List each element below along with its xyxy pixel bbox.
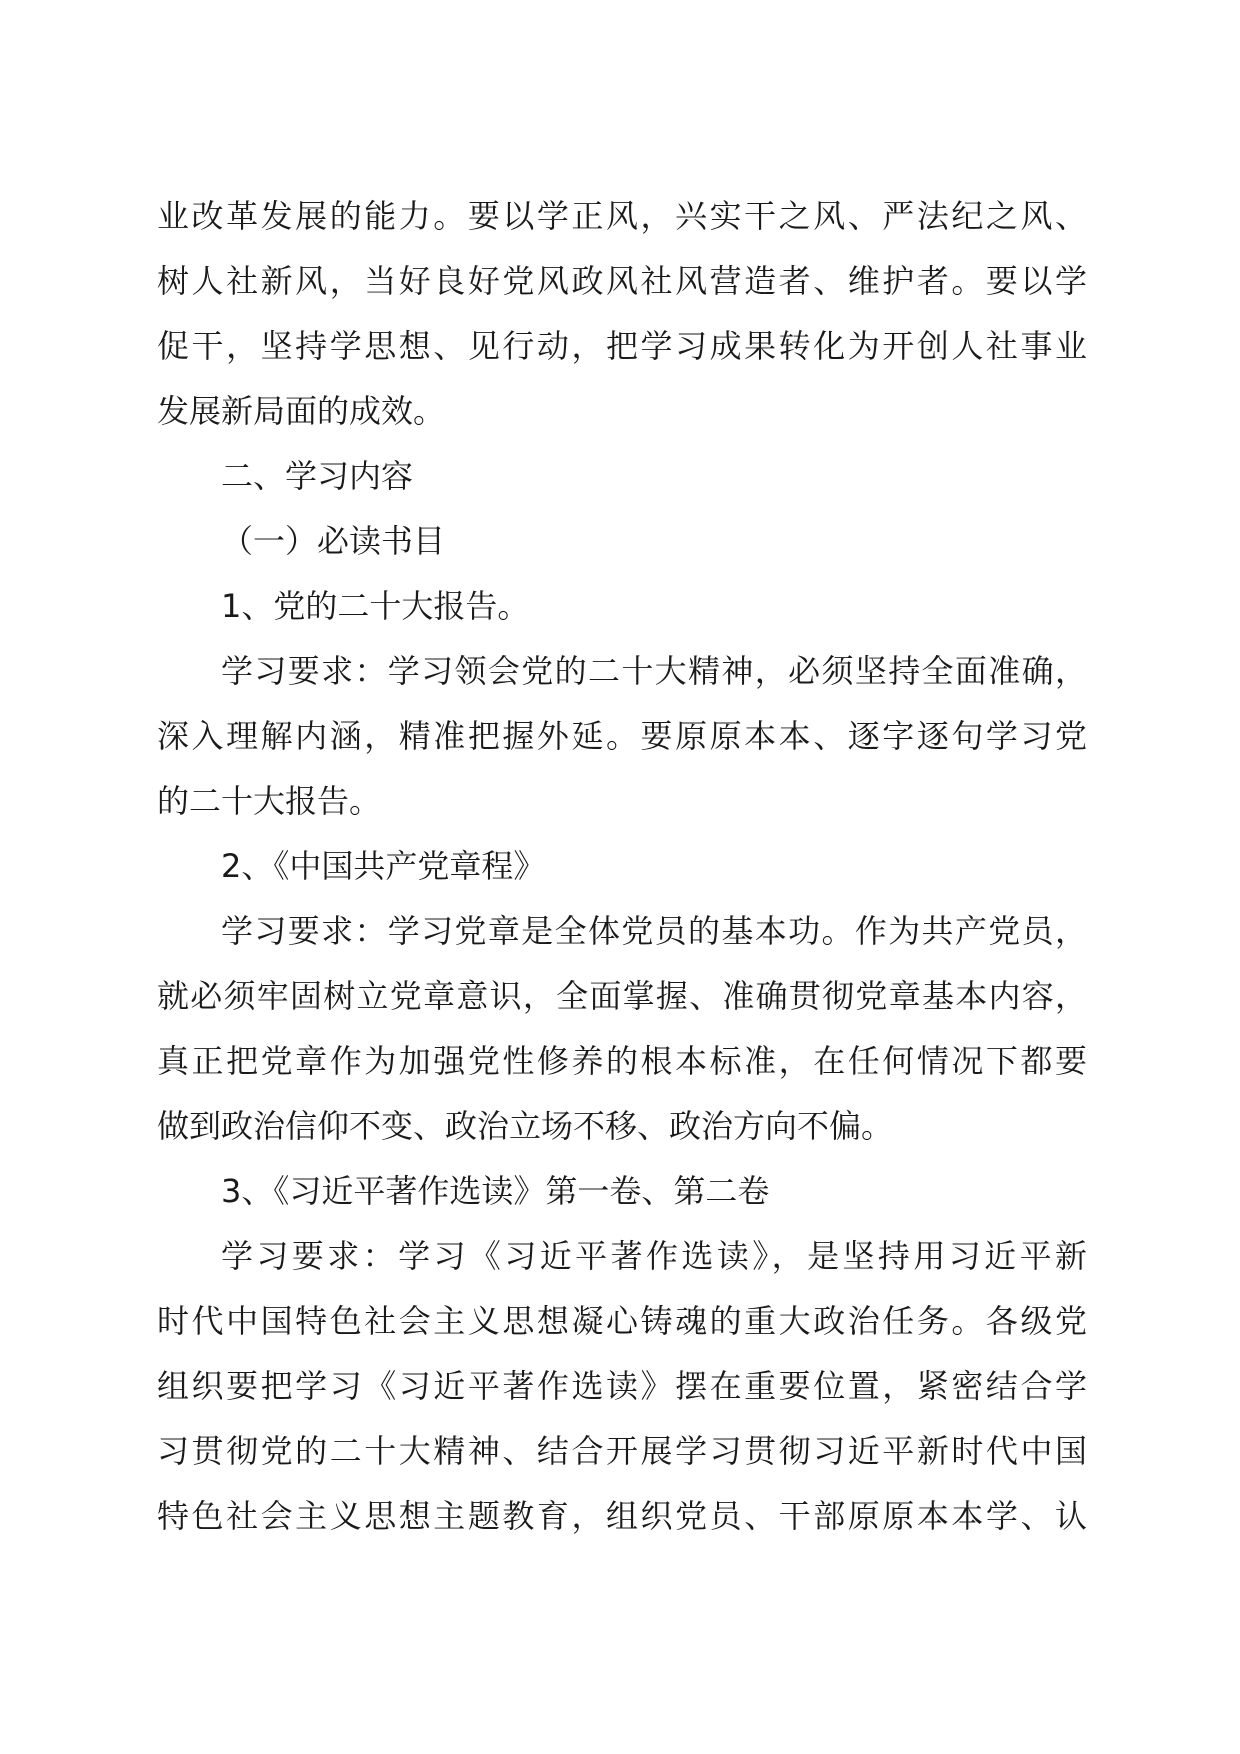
paragraph-line: 学习要求：学习党章是全体党员的基本功。作为共产党员， (221, 912, 1087, 950)
paragraph-line: 真正把党章作为加强党性修养的根本标准，在任何情况下都要 (157, 1042, 1087, 1080)
paragraph-line: 时代中国特色社会主义思想凝心铸魂的重大政治任务。各级党 (157, 1302, 1087, 1340)
list-item-title: 2、《中国共产党章程》 (221, 847, 546, 885)
paragraph-line: 学习要求：学习《习近平著作选读》，是坚持用习近平新 (221, 1237, 1087, 1275)
list-item-title: 1、党的二十大报告。 (221, 587, 530, 625)
paragraph-line: 深入理解内涵，精准把握外延。要原原本本、逐字逐句学习党 (157, 717, 1087, 755)
section-heading: 二、学习内容 (221, 457, 414, 495)
paragraph-line: 习贯彻党的二十大精神、结合开展学习贯彻习近平新时代中国 (157, 1432, 1087, 1470)
paragraph-line: 树人社新风，当好良好党风政风社风营造者、维护者。要以学 (157, 262, 1087, 300)
document-body (157, 184, 1087, 1549)
paragraph-line: 促干，坚持学思想、见行动，把学习成果转化为开创人社事业 (157, 327, 1087, 365)
paragraph-line: 学习要求：学习领会党的二十大精神，必须坚持全面准确， (221, 652, 1087, 690)
paragraph-line: 的二十大报告。 (157, 782, 382, 820)
subsection-heading: （一）必读书目 (221, 522, 446, 560)
paragraph-line: 发展新局面的成效。 (157, 392, 446, 430)
paragraph-line: 做到政治信仰不变、政治立场不移、政治方向不偏。 (157, 1107, 894, 1145)
paragraph-line: 就必须牢固树立党章意识，全面掌握、准确贯彻党章基本内容， (157, 977, 1087, 1015)
paragraph-line: 业改革发展的能力。要以学正风，兴实干之风、严法纪之风、 (157, 197, 1087, 235)
list-item-title: 3、《习近平著作选读》第一卷、第二卷 (221, 1172, 770, 1210)
paragraph-line: 组织要把学习《习近平著作选读》摆在重要位置，紧密结合学 (157, 1367, 1087, 1405)
paragraph-line: 特色社会主义思想主题教育，组织党员、干部原原本本学、认 (157, 1497, 1087, 1535)
